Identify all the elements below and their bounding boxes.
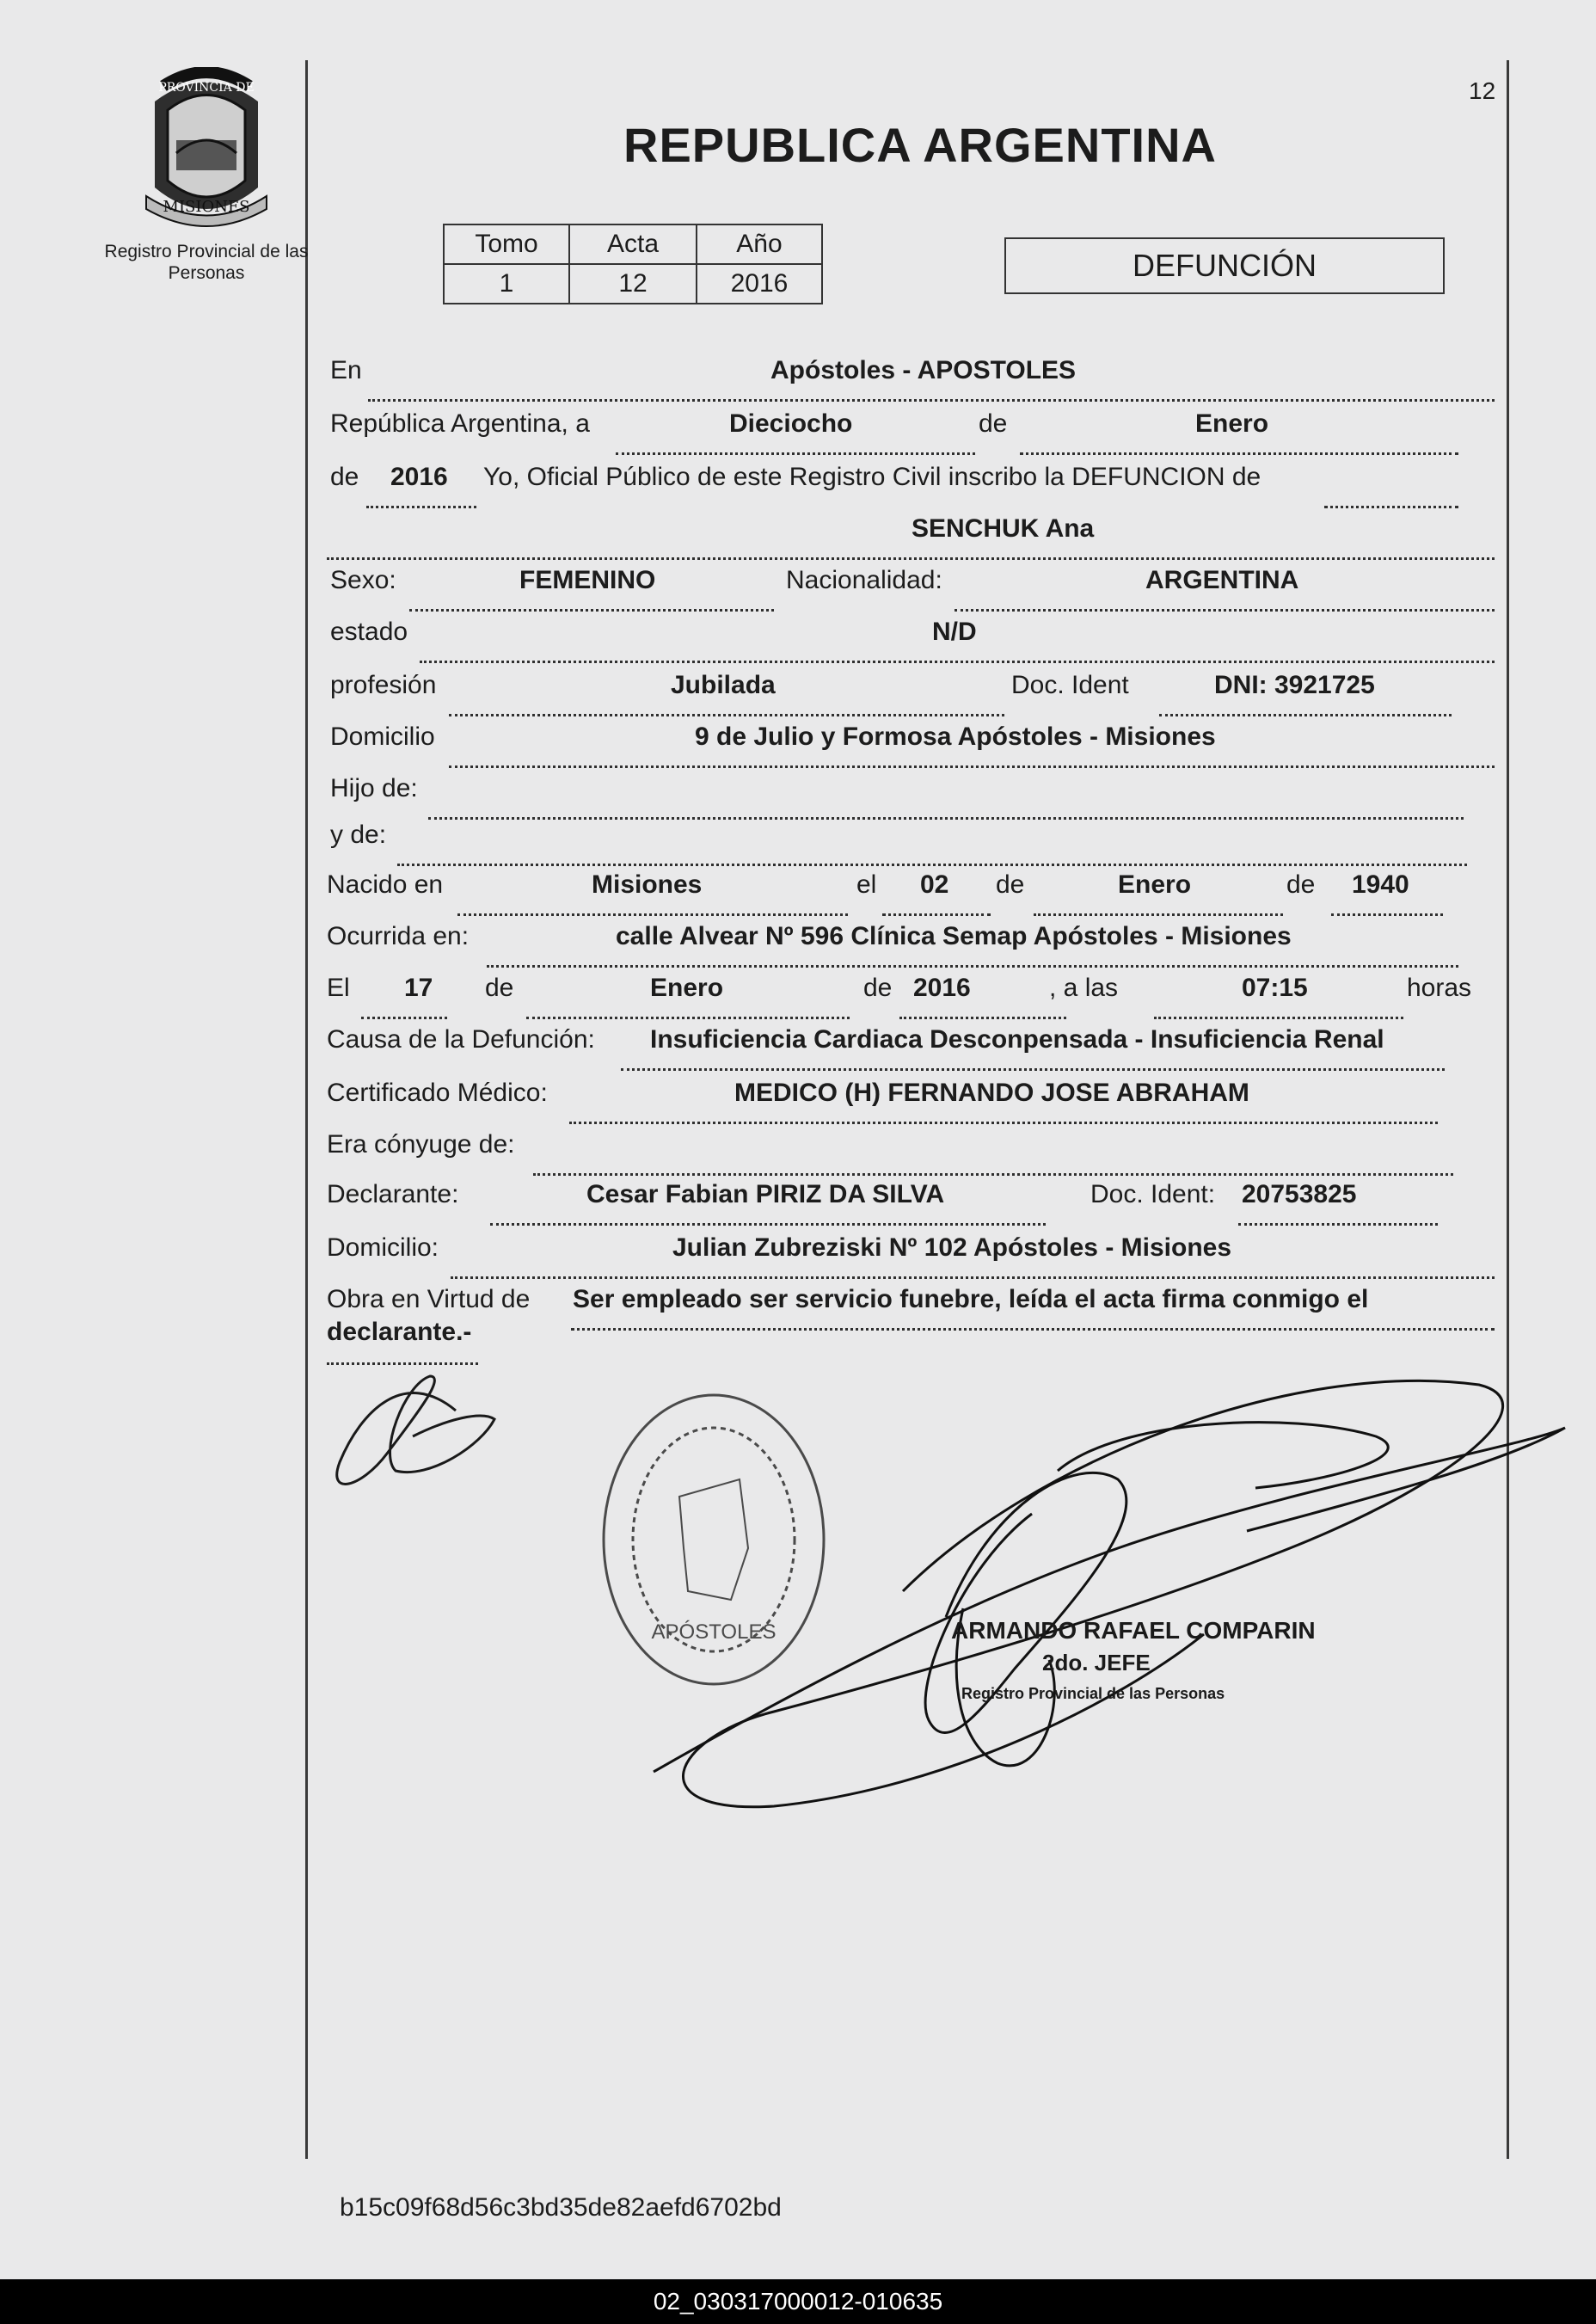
label-el-2: El bbox=[327, 974, 350, 1002]
label-estado: estado bbox=[330, 618, 408, 646]
label-nacionalidad: Nacionalidad: bbox=[786, 566, 942, 594]
label-profesion: profesión bbox=[330, 671, 437, 699]
label-de-3: de bbox=[996, 870, 1025, 899]
value-nacionalidad: ARGENTINA bbox=[1145, 566, 1299, 594]
value-month: Enero bbox=[1195, 409, 1269, 438]
label-decl-doc: Doc. Ident: bbox=[1090, 1180, 1216, 1208]
value-decl-doc: 20753825 bbox=[1242, 1180, 1357, 1208]
label-inscribo: Yo, Oficial Público de este Registro Civil inscribo la DEFUNCION de bbox=[483, 463, 1261, 491]
value-location: Apóstoles - APOSTOLES bbox=[770, 356, 1077, 384]
stamp-office: Registro Provincial de las Personas bbox=[961, 1685, 1225, 1702]
page-number: 12 bbox=[1469, 77, 1496, 104]
label-de-4: de bbox=[1286, 870, 1316, 899]
value-domicilio: 9 de Julio y Formosa Apóstoles - Misiones bbox=[695, 722, 1216, 751]
label-de-6: de bbox=[863, 974, 893, 1002]
label-y-de: y de: bbox=[330, 821, 387, 849]
value-doc: DNI: 3921725 bbox=[1214, 671, 1375, 699]
value-sexo: FEMENINO bbox=[519, 566, 656, 594]
value-birth-year: 1940 bbox=[1352, 870, 1409, 899]
value-profesion: Jubilada bbox=[671, 671, 776, 699]
label-domicilio-2: Domicilio: bbox=[327, 1233, 439, 1262]
label-el: el bbox=[856, 870, 877, 899]
label-de-1: de bbox=[979, 409, 1008, 438]
label-certificado: Certificado Médico: bbox=[327, 1079, 548, 1107]
table-value-acta: 12 bbox=[569, 264, 697, 304]
value-causa: Insuficiencia Cardiaca Desconpensada - Insuficiencia Renal bbox=[650, 1025, 1384, 1054]
label-republica: República Argentina, a bbox=[330, 409, 590, 438]
seal-top-text: PROVINCIA DE bbox=[158, 81, 255, 95]
table-header-tomo: Tomo bbox=[444, 224, 569, 264]
value-estado: N/D bbox=[932, 618, 977, 646]
official-name-stamp bbox=[951, 1617, 1316, 1702]
label-hijo: Hijo de: bbox=[330, 774, 418, 802]
label-obra: Obra en Virtud de bbox=[327, 1285, 531, 1313]
page-title: REPUBLICA ARGENTINA bbox=[623, 118, 1217, 172]
table-header-anio: Año bbox=[697, 224, 822, 264]
value-ocurrida: calle Alvear Nº 596 Clínica Semap Apóstoles - Misiones bbox=[616, 922, 1292, 950]
label-a-las: , a las bbox=[1049, 974, 1119, 1002]
value-declarante: Cesar Fabian PIRIZ DA SILVA bbox=[586, 1180, 945, 1208]
label-ocurrida: Ocurrida en: bbox=[327, 922, 470, 950]
label-sexo: Sexo: bbox=[330, 566, 396, 594]
label-de-5: de bbox=[485, 974, 514, 1002]
value-death-year: 2016 bbox=[913, 974, 971, 1002]
hash-code: b15c09f68d56c3bd35de82aefd6702bd bbox=[340, 2193, 782, 2222]
record-type-box: DEFUNCIÓN bbox=[1004, 237, 1445, 294]
table-value-anio: 2016 bbox=[697, 264, 822, 304]
label-causa: Causa de la Defunción: bbox=[327, 1025, 595, 1054]
label-de-2: de bbox=[330, 463, 359, 491]
footer-code-bar: 02_030317000012-010635 bbox=[0, 2279, 1596, 2324]
value-certificado: MEDICO (H) FERNANDO JOSE ABRAHAM bbox=[734, 1079, 1249, 1107]
label-horas: horas bbox=[1407, 974, 1472, 1002]
stamp-name: ARMANDO RAFAEL COMPARIN bbox=[951, 1617, 1316, 1644]
value-obra-1: Ser empleado ser servicio funebre, leída el acta firma conmigo el bbox=[573, 1285, 1369, 1313]
stamp-role: 2do. JEFE bbox=[1042, 1650, 1151, 1675]
round-seal-icon bbox=[604, 1395, 824, 1684]
value-death-month: Enero bbox=[650, 974, 724, 1002]
value-birthplace: Misiones bbox=[592, 870, 703, 899]
label-domicilio: Domicilio bbox=[330, 722, 435, 751]
label-nacido: Nacido en bbox=[327, 870, 444, 899]
registry-name: Registro Provincial de las Personas bbox=[104, 242, 309, 283]
declarant-signature-icon bbox=[651, 1380, 1565, 1806]
value-birth-month: Enero bbox=[1118, 870, 1192, 899]
round-seal-text: APÓSTOLES bbox=[651, 1620, 777, 1644]
value-obra-2: declarante.- bbox=[327, 1318, 472, 1346]
label-declarante: Declarante: bbox=[327, 1180, 459, 1208]
value-death-time: 07:15 bbox=[1242, 974, 1308, 1002]
table-header-acta: Acta bbox=[569, 224, 697, 264]
table-value-tomo: 1 bbox=[444, 264, 569, 304]
value-death-day: 17 bbox=[404, 974, 433, 1002]
value-year: 2016 bbox=[390, 463, 448, 491]
value-deceased-name: SENCHUK Ana bbox=[912, 514, 1095, 543]
value-birth-day: 02 bbox=[920, 870, 949, 899]
official-signature-icon bbox=[337, 1376, 494, 1484]
label-doc-ident: Doc. Ident bbox=[1011, 671, 1129, 699]
label-en: En bbox=[330, 356, 362, 384]
seal-bottom-text: MISIONES bbox=[163, 198, 250, 216]
value-domicilio-2: Julian Zubreziski Nº 102 Apóstoles - Misiones bbox=[672, 1233, 1232, 1262]
label-conyuge: Era cónyuge de: bbox=[327, 1130, 515, 1159]
value-day: Dieciocho bbox=[729, 409, 853, 438]
